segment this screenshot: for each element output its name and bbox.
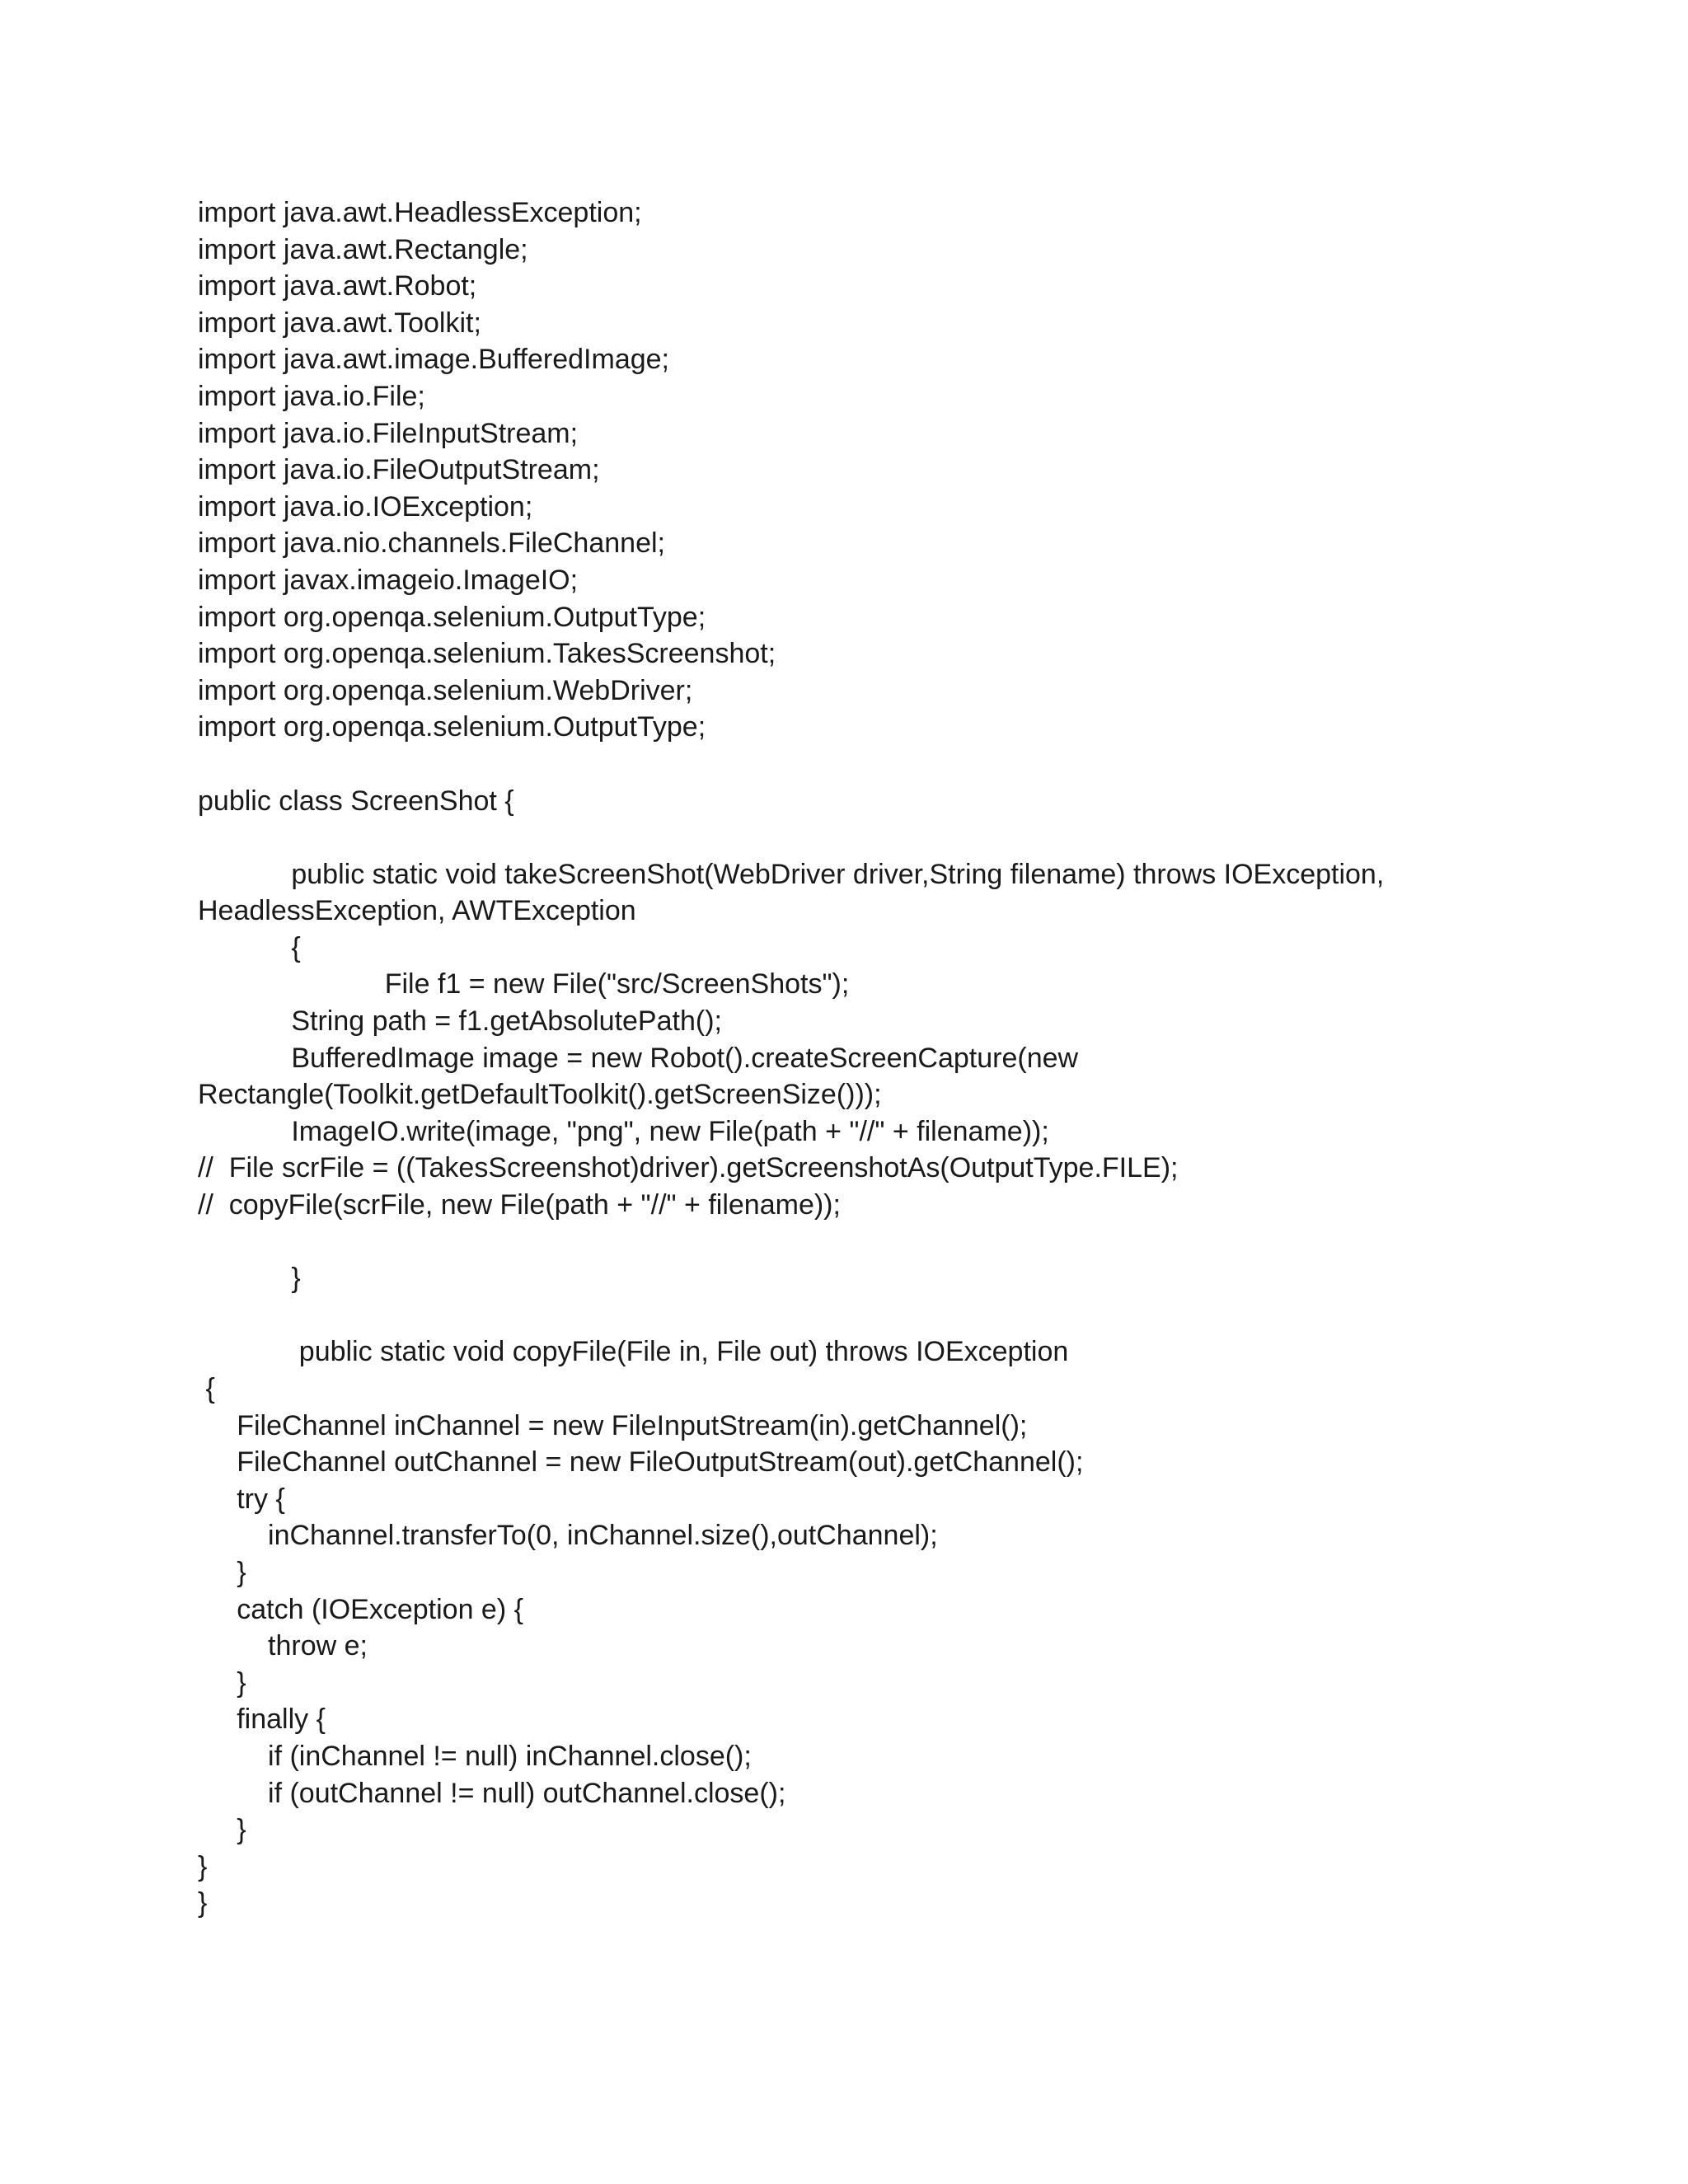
code-line: // copyFile(scrFile, new File(path + "//" + filename));: [198, 1189, 841, 1221]
code-line: finally {: [198, 1704, 326, 1736]
code-line: Rectangle(Toolkit.getDefaultToolkit().getScreenSize()));: [198, 1079, 882, 1111]
code-line: import java.awt.Toolkit;: [198, 307, 481, 339]
code-line: import java.io.IOException;: [198, 490, 533, 523]
code-line: import org.openqa.selenium.WebDriver;: [198, 674, 693, 706]
code-line: // File scrFile = ((TakesScreenshot)driver).getScreenshotAs(OutputType.FILE);: [198, 1152, 1179, 1184]
code-line: import java.awt.Rectangle;: [198, 233, 528, 265]
code-line: HeadlessException, AWTException: [198, 895, 636, 927]
code-line: }: [198, 1556, 246, 1588]
code-line: [198, 1224, 1648, 1261]
code-line: import org.openqa.selenium.TakesScreenshot;: [198, 638, 776, 670]
code-line: if (inChannel != null) inChannel.close();: [198, 1740, 752, 1772]
code-line: import javax.imageio.ImageIO;: [198, 564, 579, 596]
code-line: import java.awt.Robot;: [198, 270, 477, 302]
code-line: throw e;: [198, 1630, 368, 1662]
code-line: String path = f1.getAbsolutePath();: [198, 1005, 722, 1038]
code-line: }: [198, 1850, 208, 1882]
code-line: import java.io.FileInputStream;: [198, 417, 579, 449]
code-line: import java.awt.image.BufferedImage;: [198, 344, 669, 376]
code-line: {: [198, 931, 301, 963]
code-line: import org.openqa.selenium.OutputType;: [198, 711, 706, 743]
code-line: public class ScreenShot {: [198, 785, 514, 817]
code-line: {: [198, 1373, 215, 1404]
code-line: import java.io.File;: [198, 380, 425, 412]
code-line: inChannel.transferTo(0, inChannel.size(),outChannel);: [198, 1520, 938, 1552]
code-line: if (outChannel != null) outChannel.close();: [198, 1777, 786, 1809]
code-line: }: [198, 1887, 208, 1919]
code-line: public static void copyFile(File in, File out) throws IOException: [198, 1336, 1069, 1368]
code-line: catch (IOException e) {: [198, 1593, 523, 1625]
code-line: public static void takeScreenShot(WebDriver driver,String filename) throws IOException,: [198, 858, 1385, 890]
code-line: import org.openqa.selenium.OutputType;: [198, 601, 706, 633]
code-line: FileChannel inChannel = new FileInputStream(in).getChannel();: [198, 1409, 1028, 1441]
code-line: }: [198, 1814, 246, 1846]
code-line: File f1 = new File("src/ScreenShots");: [198, 968, 850, 1001]
code-line: FileChannel outChannel = new FileOutputStream(out).getChannel();: [198, 1446, 1084, 1479]
code-line: [198, 819, 1648, 856]
code-line: [198, 1297, 1648, 1334]
code-line: try {: [198, 1483, 285, 1515]
code-line: }: [198, 1666, 246, 1699]
code-line: import java.awt.HeadlessException;: [198, 197, 642, 228]
code-line: BufferedImage image = new Robot().createScreenCapture(new: [198, 1042, 1079, 1074]
code-line: import java.nio.channels.FileChannel;: [198, 527, 665, 560]
code-line: import java.io.FileOutputStream;: [198, 454, 600, 486]
code-listing: [198, 194, 1648, 1922]
code-line: [198, 746, 1648, 783]
code-line: ImageIO.write(image, "png", new File(path + "//" + filename));: [198, 1115, 1049, 1147]
code-line: }: [198, 1263, 301, 1295]
